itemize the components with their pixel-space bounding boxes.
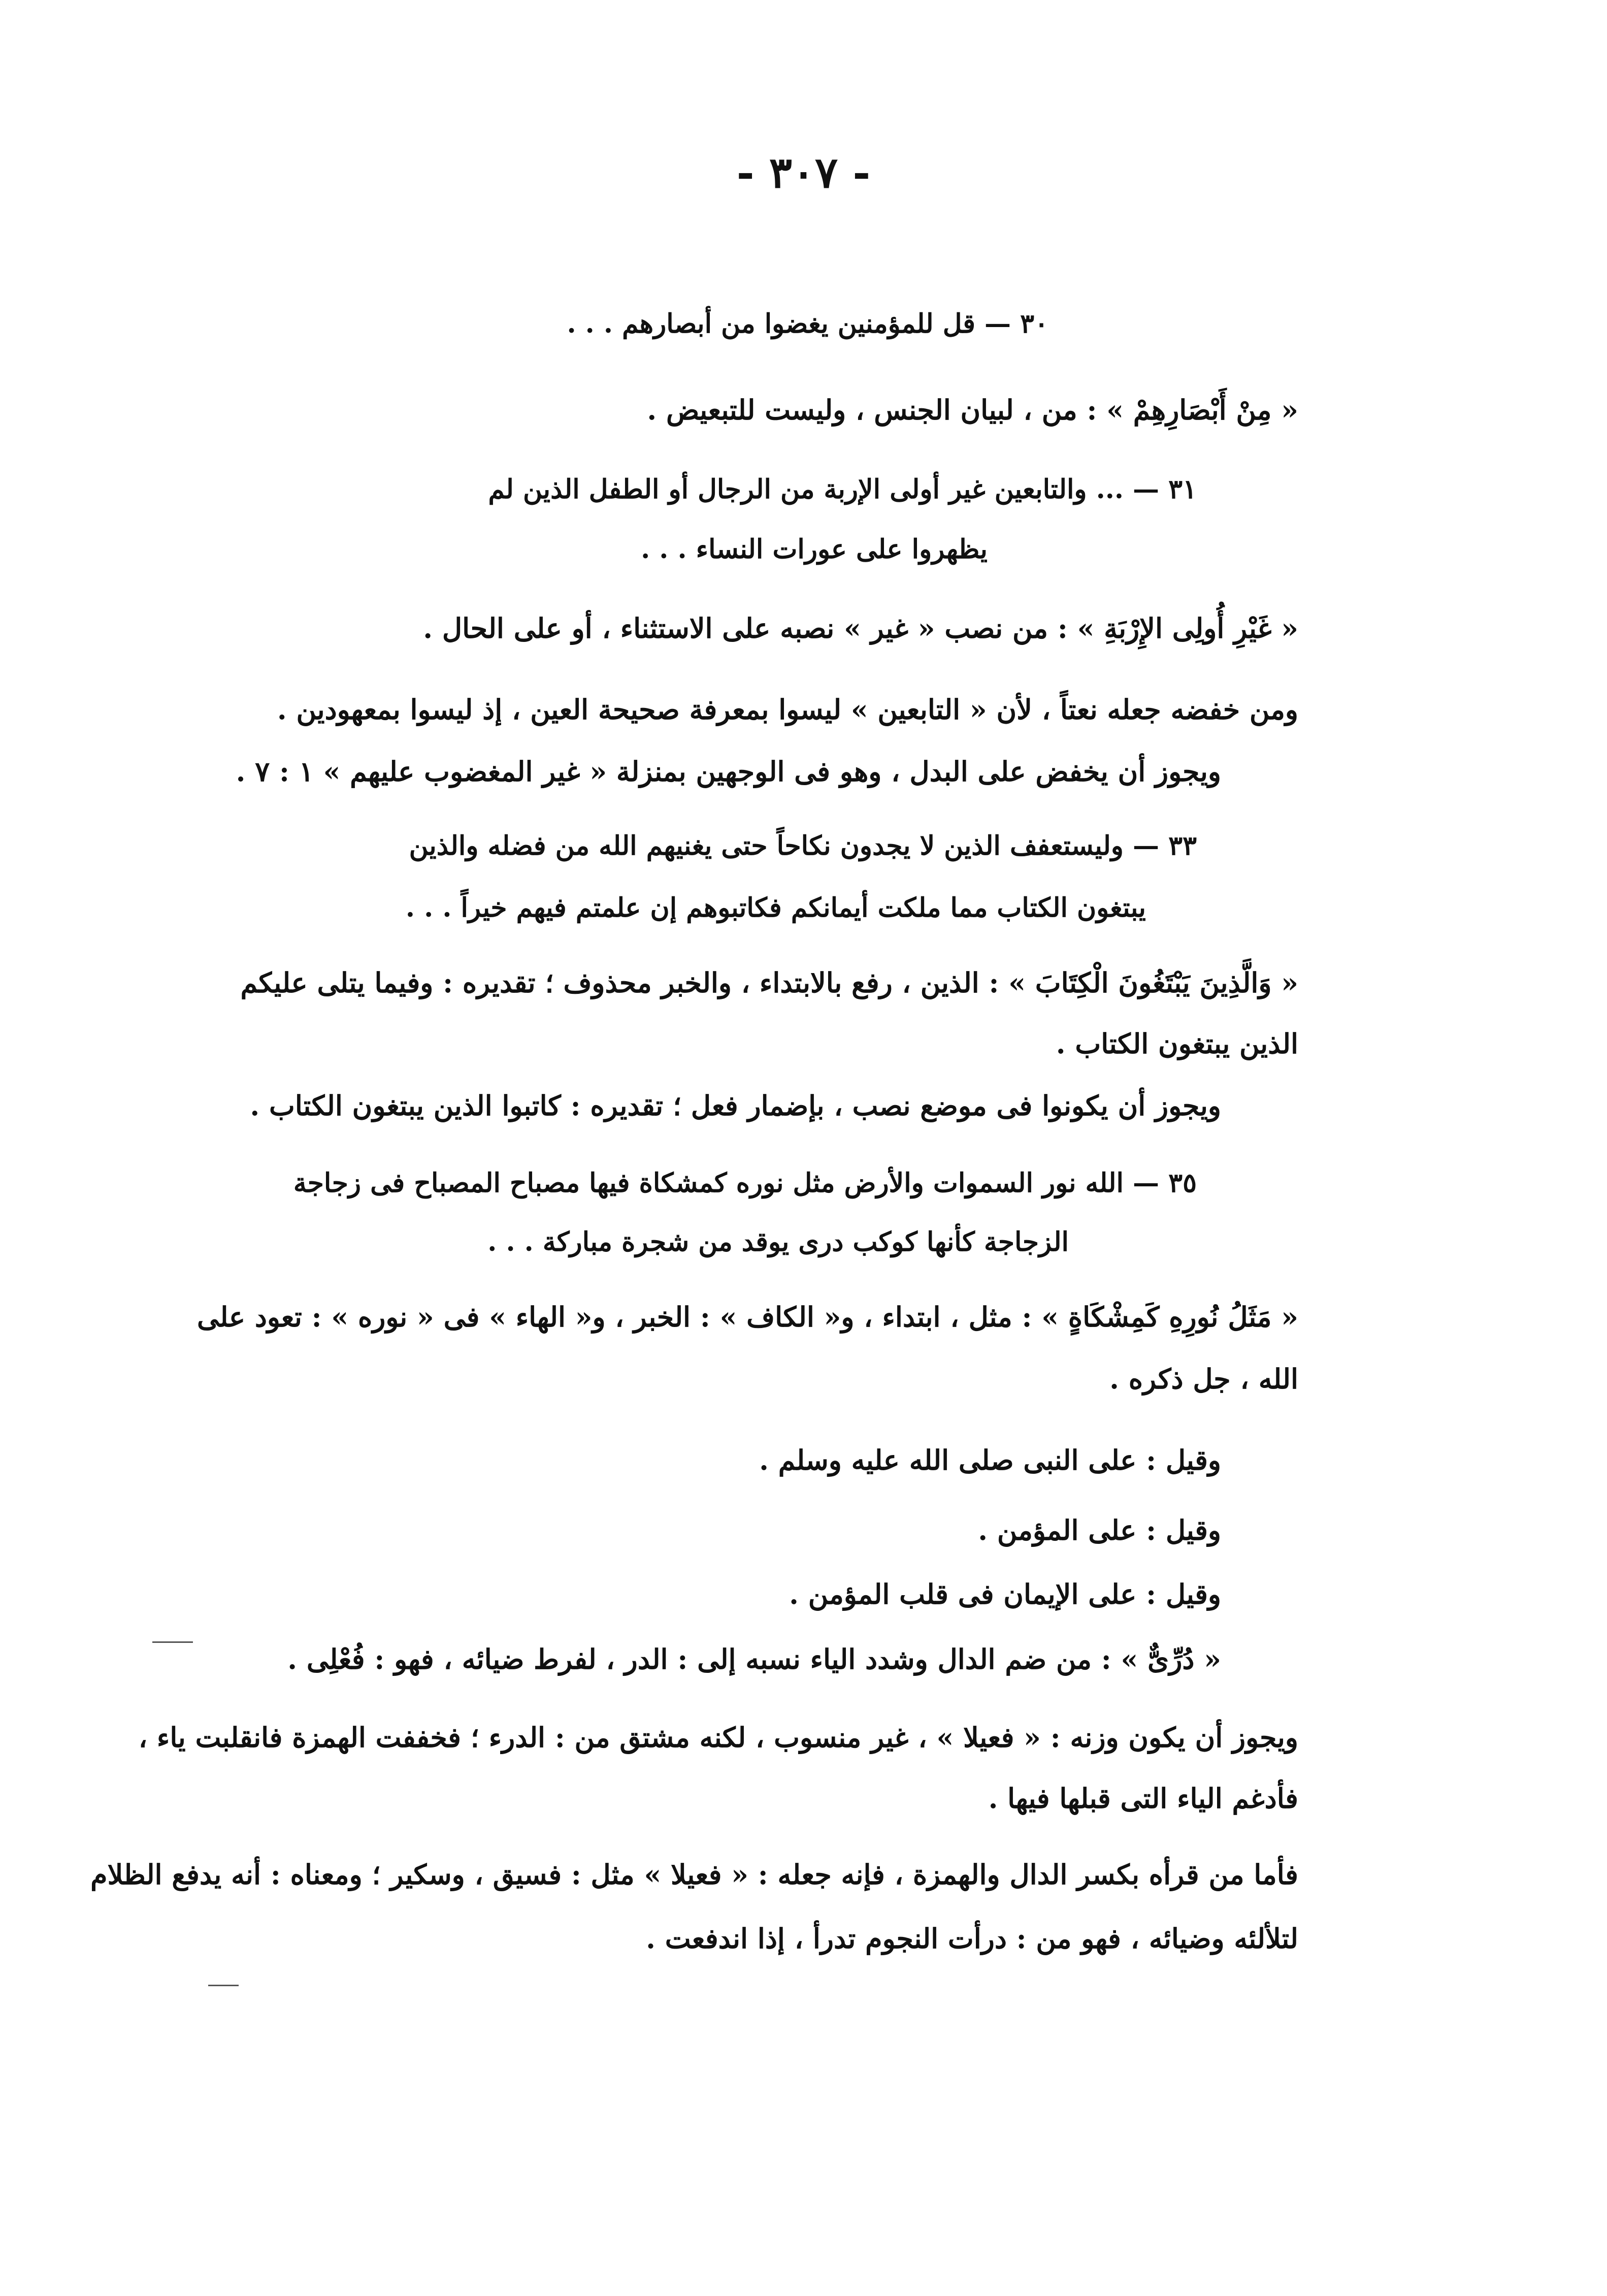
verse-31-line-1: ٣١ — ... والتابعين غير أولى الإربة من الرجال أو الطفل الذين لم [488, 474, 1197, 505]
commentary-line: وقيل : على المؤمن . [978, 1514, 1221, 1546]
commentary-line: وقيل : على الإيمان فى قلب المؤمن . [789, 1578, 1221, 1610]
verse-31-line-2: يظهروا على عورات النساء . . . [641, 534, 988, 565]
commentary-line: « غَيْرِ أُولِى الإِرْبَةِ » : من نصب « غير » نصبه على الاستثناء ، أو على الحال . [423, 612, 1298, 644]
commentary-line: لتلألئه وضيائه ، فهو من : درأت النجوم تدرأ ، إذا اندفعت . [646, 1922, 1298, 1955]
commentary-line: « وَالَّذِينَ يَبْتَغُونَ الْكِتَابَ » : الذين ، رفع بالابتداء ، والخبر محذوف ؛ تقديره : وفيما يتلى عليكم [240, 966, 1298, 999]
commentary-line: وقيل : على النبى صلى الله عليه وسلم . [759, 1444, 1221, 1476]
commentary-line: فأدغم الياء التى قبلها فيها . [988, 1782, 1298, 1815]
commentary-line: فأما من قرأه بكسر الدال والهمزة ، فإنه جعله : « فعيلا » مثل : فسيق ، وسكير ؛ ومعناه : أنه يدفع الظلام [90, 1858, 1298, 1891]
verse-33-line-1: ٣٣ — وليستعفف الذين لا يجدون نكاحاً حتى يغنيهم الله من فضله والذين [409, 830, 1197, 861]
page-number: - ٣٠٧ - [736, 147, 871, 198]
verse-33-line-2: يبتغون الكتاب مما ملكت أيمانكم فكاتبوهم إن علمتم فيهم خيراً . . . [405, 892, 1146, 923]
commentary-line: ويجوز أن يخفض على البدل ، وهو فى الوجهين بمنزلة « غير المغضوب عليهم » ١ : ٧ . [236, 755, 1221, 788]
commentary-line: ومن خفضه جعله نعتاً ، لأن « التابعين » ليسوا بمعرفة صحيحة العين ، إذ ليسوا بمعهودين . [277, 693, 1298, 726]
commentary-line: « مِنْ أَبْصَارِهِمْ » : من ، لبيان الجنس ، وليست للتبعيض . [647, 394, 1298, 426]
verse-35-line-1: ٣٥ — الله نور السموات والأرض مثل نوره كمشكاة فيها مصباح المصباح فى زجاجة [293, 1168, 1197, 1199]
commentary-line: « دُرِّىٌّ » : من ضم الدال وشدد الياء نسبه إلى : الدر ، لفرط ضيائه ، فهو : فُعْلِى . [287, 1643, 1221, 1675]
commentary-line: الذين يبتغون الكتاب . [1056, 1027, 1298, 1060]
commentary-line: « مَثَلُ نُورِهِ كَمِشْكَاةٍ » : مثل ، ابتداء ، و« الكاف » : الخبر ، و« الهاء » فى « نوره » : تعود على [196, 1301, 1298, 1333]
commentary-line: ويجوز أن يكون وزنه : « فعيلا » ، غير منسوب ، لكنه مشتق من : الدرء ؛ فخففت الهمزة فانقلبت ياء ، [138, 1721, 1298, 1754]
verse-30: ٣٠ — قل للمؤمنين يغضوا من أبصارهم . . . [567, 308, 1048, 339]
commentary-line: الله ، جل ذكره . [1109, 1363, 1298, 1395]
margin-rule [152, 1641, 193, 1643]
margin-rule [208, 1985, 239, 1986]
verse-35-line-2: الزجاجة كأنها كوكب درى يوقد من شجرة مباركة . . . [487, 1226, 1069, 1257]
commentary-line: ويجوز أن يكونوا فى موضع نصب ، بإضمار فعل ؛ تقديره : كاتبوا الذين يبتغون الكتاب . [250, 1089, 1221, 1122]
